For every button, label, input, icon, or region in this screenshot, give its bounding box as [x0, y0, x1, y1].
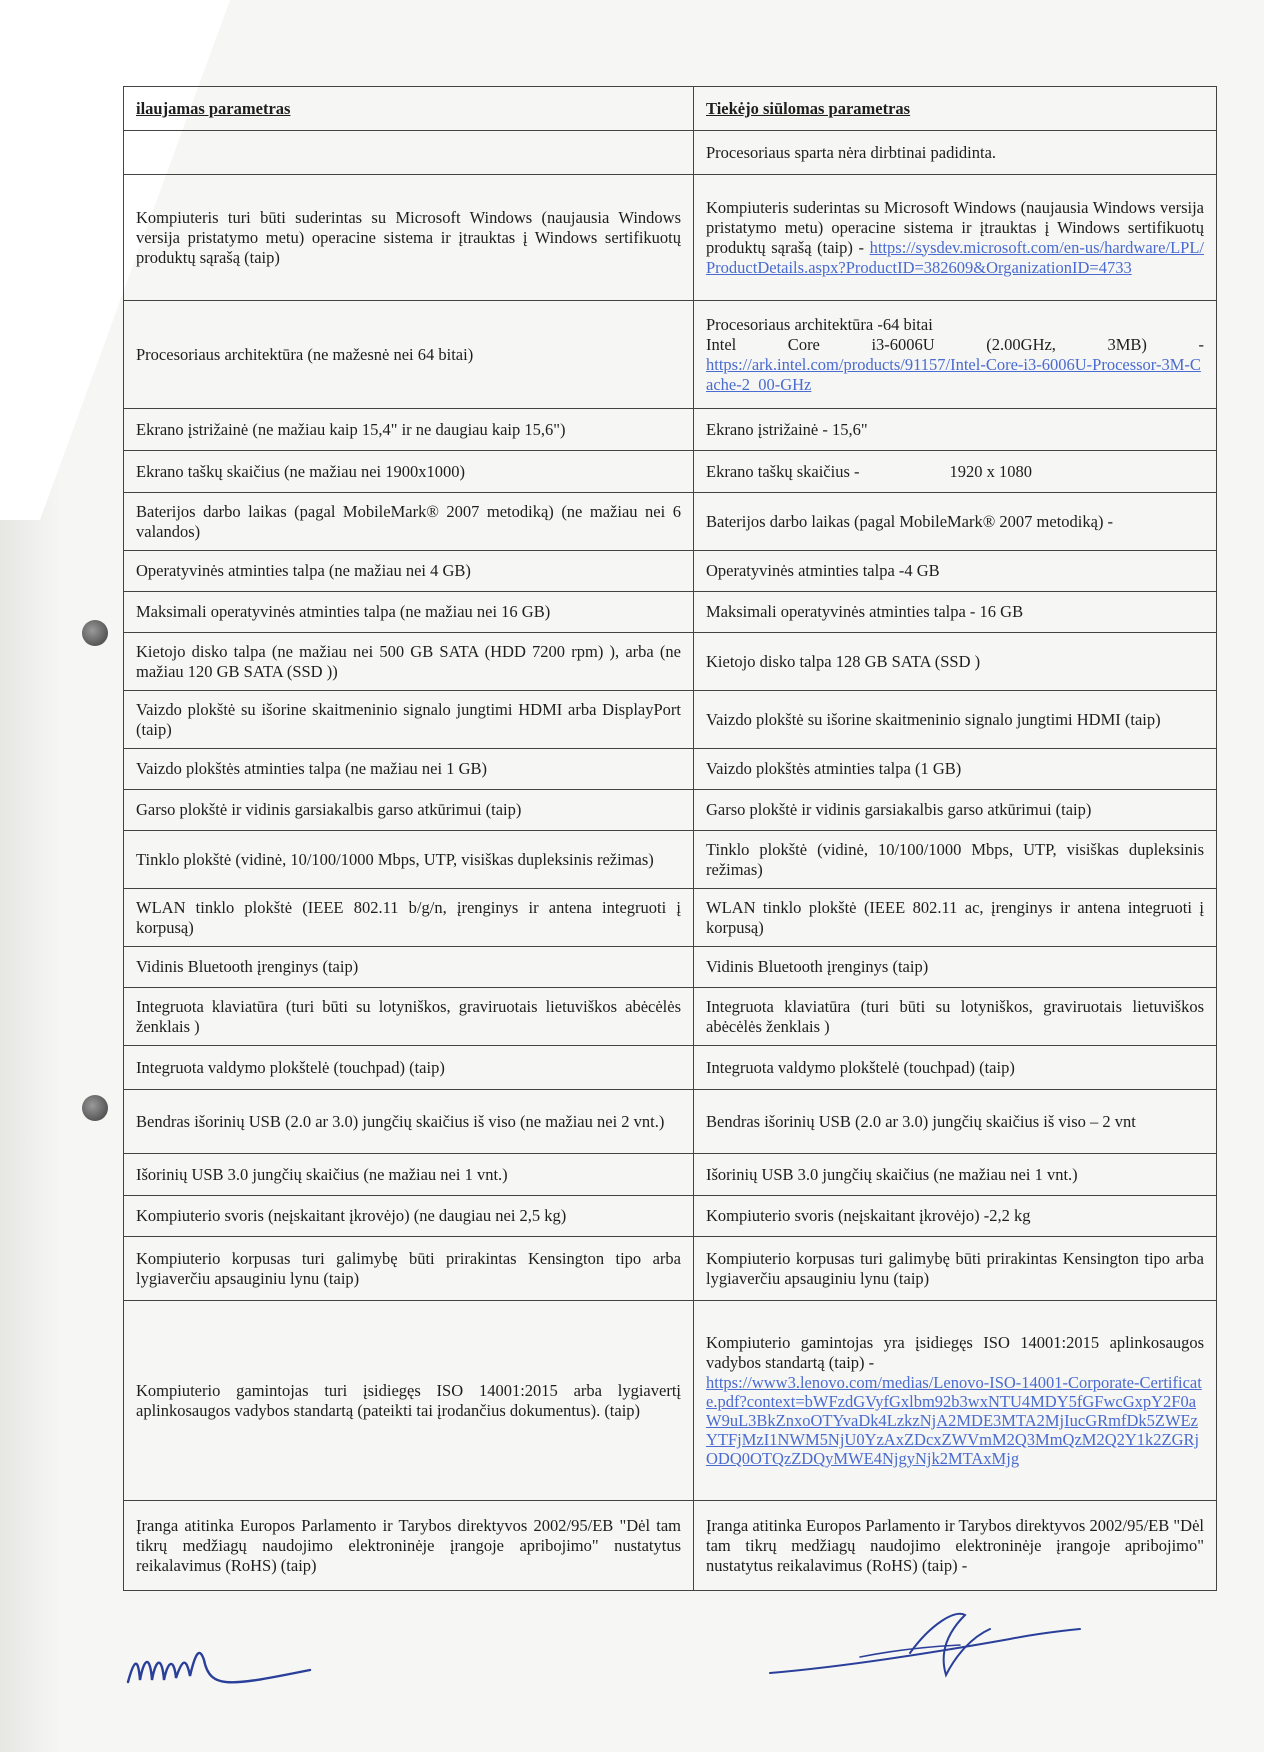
signature-left: [120, 1620, 320, 1710]
table-row: [124, 451, 1217, 493]
signature-right: [760, 1595, 1090, 1705]
table-row: [124, 633, 1217, 691]
offered-cell: Kompiuterio svoris (neįskaitant įkrovėjo) -2,2 kg: [694, 1196, 1217, 1237]
required-cell: Ekrano taškų skaičius (ne mažiau nei 1900x1000): [124, 451, 694, 493]
table-row: [124, 691, 1217, 749]
table-row: [124, 749, 1217, 790]
required-cell: Tinklo plokštė (vidinė, 10/100/1000 Mbps, UTP, visiškas dupleksinis režimas): [124, 831, 694, 889]
table-row: [124, 947, 1217, 988]
required-cell: Procesoriaus architektūra (ne mažesnė nei 64 bitai): [124, 301, 694, 409]
table-row: [124, 988, 1217, 1046]
table-row: [124, 1301, 1217, 1501]
offered-cell: Integruota klaviatūra (turi būti su lotyniškos, graviruotais lietuviškos abėcėlės ženklais ): [694, 988, 1217, 1046]
required-cell: WLAN tinklo plokštė (IEEE 802.11 b/g/n, įrenginys ir antena integruoti į korpusą): [124, 889, 694, 947]
required-cell: Kompiuterio gamintojas turi įsidiegęs ISO 14001:2015 arba lygiavertį aplinkosaugos vadybos standartą (pateikti tai įrodančius dokumentus). (taip): [124, 1301, 694, 1501]
specification-table: [123, 86, 1217, 1591]
table-row: [124, 493, 1217, 551]
header-offered-parameter: Tiekėjo siūlomas parametras: [694, 87, 1217, 131]
offered-cell: Kietojo disko talpa 128 GB SATA (SSD ): [694, 633, 1217, 691]
offered-cell: Įranga atitinka Europos Parlamento ir Tarybos direktyvos 2002/95/EB "Dėl tam tikrų medžiagų naudojimo elektroninėje įrangoje apribojimo" nustatytus reikalavimus (RoHS) (taip) -: [694, 1501, 1217, 1591]
required-cell: Kompiuteris turi būti suderintas su Microsoft Windows (naujausia Windows versija pristatymo metu) operacine sistema ir įtrauktas į Windows sertifikuotų produktų sąrašą (taip): [124, 175, 694, 301]
offered-cell: Kompiuterio korpusas turi galimybę būti prirakintas Kensington tipo arba lygiaverčiu apsauginiu lynu (taip): [694, 1237, 1217, 1301]
offered-cell: WLAN tinklo plokštė (IEEE 802.11 ac, įrenginys ir antena integruoti į korpusą): [694, 889, 1217, 947]
required-cell: [124, 131, 694, 175]
punch-hole-top: [82, 620, 108, 646]
required-cell: Vaizdo plokštės atminties talpa (ne mažiau nei 1 GB): [124, 749, 694, 790]
cpu-link[interactable]: https://ark.intel.com/products/91157/Intel-Core-i3-6006U-Processor-3M-Cache-2_00-GHz: [706, 354, 1201, 394]
offered-cell: [694, 175, 1217, 301]
offered-cell: [694, 301, 1217, 409]
table-header-row: [124, 87, 1217, 131]
offered-cell: Baterijos darbo laikas (pagal MobileMark® 2007 metodiką) -: [694, 493, 1217, 551]
punch-hole-bottom: [82, 1095, 108, 1121]
offered-cell: Išorinių USB 3.0 jungčių skaičius (ne mažiau nei 1 vnt.): [694, 1154, 1217, 1196]
table-row: [124, 1196, 1217, 1237]
offered-text: Procesoriaus architektūra -64 bitai: [706, 314, 933, 334]
offered-cell: Ekrano įstrižainė - 15,6": [694, 409, 1217, 451]
certification-link[interactable]: https://sysdev.microsoft.com/en-us/hardware/LPL/ProductDetails.aspx?ProductID=382609&OrganizationID=4733: [706, 237, 1204, 277]
table-row: [124, 131, 1217, 175]
offered-cell: Garso plokštė ir vidinis garsiakalbis garso atkūrimui (taip): [694, 790, 1217, 831]
required-cell: Ekrano įstrižainė (ne mažiau kaip 15,4" ir ne daugiau kaip 15,6"): [124, 409, 694, 451]
required-cell: Vidinis Bluetooth įrenginys (taip): [124, 947, 694, 988]
resolution-value: 1920 x 1080: [949, 461, 1033, 481]
header-required-parameter: ilaujamas parametras: [124, 87, 694, 131]
required-cell: Įranga atitinka Europos Parlamento ir Tarybos direktyvos 2002/95/EB "Dėl tam tikrų medžiagų naudojimo elektroninėje įrangoje apribojimo" nustatytus reikalavimus (RoHS) (taip): [124, 1501, 694, 1591]
offered-cell: Vaizdo plokštė su išorine skaitmeninio signalo jungtimi HDMI (taip): [694, 691, 1217, 749]
required-cell: Garso plokštė ir vidinis garsiakalbis garso atkūrimui (taip): [124, 790, 694, 831]
table-row: [124, 1501, 1217, 1591]
offered-cell: Tinklo plokštė (vidinė, 10/100/1000 Mbps, UTP, visiškas dupleksinis režimas): [694, 831, 1217, 889]
required-cell: Operatyvinės atminties talpa (ne mažiau nei 4 GB): [124, 551, 694, 592]
table-row: [124, 551, 1217, 592]
offered-cell: [694, 1301, 1217, 1501]
cpu-model-text: Intel Core i3-6006U (2.00GHz, 3MB) -: [706, 334, 1204, 354]
offered-cell: Operatyvinės atminties talpa -4 GB: [694, 551, 1217, 592]
offered-cell: Procesoriaus sparta nėra dirbtinai padidinta.: [694, 131, 1217, 175]
required-cell: Bendras išorinių USB (2.0 ar 3.0) jungčių skaičius iš viso (ne mažiau nei 2 vnt.): [124, 1090, 694, 1154]
offered-text: Kompiuteris suderintas su Microsoft Windows (naujausia Windows versija pristatymo metu) operacine sistema ir įtrauktas į Windows sertifikuotų produktų sąrašą (taip) -: [706, 197, 1204, 257]
required-cell: Kietojo disko talpa (ne mažiau nei 500 GB SATA (HDD 7200 rpm) ), arba (ne mažiau 120 GB SATA (SSD )): [124, 633, 694, 691]
required-cell: Vaizdo plokštė su išorine skaitmeninio signalo jungtimi HDMI arba DisplayPort (taip): [124, 691, 694, 749]
offered-text: Ekrano taškų skaičius -: [706, 461, 860, 481]
table-row: [124, 831, 1217, 889]
offered-text: Kompiuterio gamintojas yra įsidiegęs ISO 14001:2015 aplinkosaugos vadybos standartą (taip) -: [706, 1333, 1204, 1372]
table-row: [124, 889, 1217, 947]
table-row: [124, 1154, 1217, 1196]
table-row: [124, 1046, 1217, 1090]
table-row: [124, 409, 1217, 451]
offered-cell: Maksimali operatyvinės atminties talpa - 16 GB: [694, 592, 1217, 633]
required-cell: Integruota klaviatūra (turi būti su lotyniškos, graviruotais lietuviškos abėcėlės ženklais ): [124, 988, 694, 1046]
table-row: [124, 1237, 1217, 1301]
table-row: [124, 592, 1217, 633]
offered-cell: Vidinis Bluetooth įrenginys (taip): [694, 947, 1217, 988]
offered-cell: [694, 451, 1217, 493]
offered-cell: Vaizdo plokštės atminties talpa (1 GB): [694, 749, 1217, 790]
required-cell: Kompiuterio korpusas turi galimybę būti prirakintas Kensington tipo arba lygiaverčiu apsauginiu lynu (taip): [124, 1237, 694, 1301]
offered-cell: Integruota valdymo plokštelė (touchpad) (taip): [694, 1046, 1217, 1090]
required-cell: Baterijos darbo laikas (pagal MobileMark® 2007 metodiką) (ne mažiau nei 6 valandos): [124, 493, 694, 551]
required-cell: Išorinių USB 3.0 jungčių skaičius (ne mažiau nei 1 vnt.): [124, 1154, 694, 1196]
table-row: [124, 301, 1217, 409]
required-cell: Integruota valdymo plokštelė (touchpad) (taip): [124, 1046, 694, 1090]
iso-certificate-link[interactable]: https://www3.lenovo.com/medias/Lenovo-ISO-14001-Corporate-Certificate.pdf?context=bWFzdGVyfGxlbm92b3wxNTU4MDY5fGFwcGxpY2F0aW9uL3BkZnxoOTYvaDk4LzkzNjA2MDE3MTA2MjIucGRmfDk5ZWEzYTFjMzI1NWM5NjU0YzAxZDcxZWVmM2Q3MmQzM2Q2Y1k2ZGRjODQ0OTQzZDQyMWE4NjgyNjk2MTAxMjg: [706, 1373, 1202, 1468]
table-row: [124, 790, 1217, 831]
required-cell: Maksimali operatyvinės atminties talpa (ne mažiau nei 16 GB): [124, 592, 694, 633]
table-row: [124, 1090, 1217, 1154]
offered-cell: Bendras išorinių USB (2.0 ar 3.0) jungčių skaičius iš viso – 2 vnt: [694, 1090, 1217, 1154]
required-cell: Kompiuterio svoris (neįskaitant įkrovėjo) (ne daugiau nei 2,5 kg): [124, 1196, 694, 1237]
table-row: [124, 175, 1217, 301]
